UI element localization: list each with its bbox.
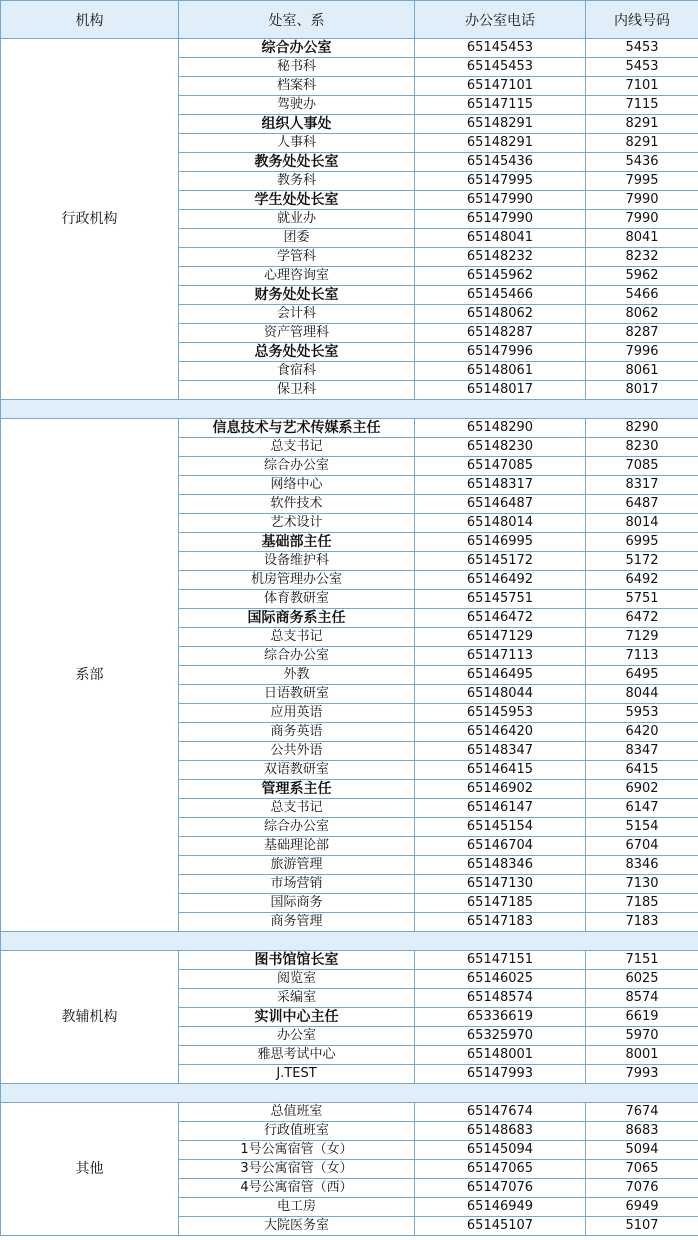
phone-cell: 65147990: [415, 191, 586, 210]
phone-cell: 65146704: [415, 837, 586, 856]
dept-cell: 基础部主任: [179, 533, 415, 552]
dept-cell: 国际商务: [179, 894, 415, 913]
table-row: [1, 419, 698, 438]
phone-cell: 65147101: [415, 77, 586, 96]
phone-cell: 65146495: [415, 666, 586, 685]
phone-cell: 65147674: [415, 1103, 586, 1122]
phone-cell: 65148041: [415, 229, 586, 248]
dept-cell: 行政值班室: [179, 1122, 415, 1141]
dept-cell: 日语教研室: [179, 685, 415, 704]
ext-cell: 5970: [586, 1027, 698, 1046]
phone-cell: 65148347: [415, 742, 586, 761]
dept-cell: 总值班室: [179, 1103, 415, 1122]
phone-cell: 65148017: [415, 381, 586, 400]
dept-cell: 艺术设计: [179, 514, 415, 533]
ext-cell: 8232: [586, 248, 698, 267]
phone-cell: 65148062: [415, 305, 586, 324]
phone-cell: 65325970: [415, 1027, 586, 1046]
ext-cell: 6902: [586, 780, 698, 799]
ext-cell: 5962: [586, 267, 698, 286]
phone-cell: 65146420: [415, 723, 586, 742]
ext-cell: 5172: [586, 552, 698, 571]
dept-cell: 1号公寓宿管（女）: [179, 1141, 415, 1160]
dept-cell: 食宿科: [179, 362, 415, 381]
org-cell: 其他: [1, 1103, 179, 1236]
header-dept: 处室、系: [179, 1, 415, 39]
dept-cell: 市场营销: [179, 875, 415, 894]
ext-cell: 7085: [586, 457, 698, 476]
group-separator-cell: [1, 1084, 698, 1103]
phone-cell: 65148574: [415, 989, 586, 1008]
ext-cell: 8061: [586, 362, 698, 381]
dept-cell: 旅游管理: [179, 856, 415, 875]
dept-cell: J.TEST: [179, 1065, 415, 1084]
ext-cell: 7993: [586, 1065, 698, 1084]
dept-cell: 综合办公室: [179, 457, 415, 476]
ext-cell: 5953: [586, 704, 698, 723]
table-header: [1, 1, 698, 39]
dept-cell: 公共外语: [179, 742, 415, 761]
phone-cell: 65148346: [415, 856, 586, 875]
dept-cell: 资产管理科: [179, 324, 415, 343]
phone-cell: 65148001: [415, 1046, 586, 1065]
phone-cell: 65145751: [415, 590, 586, 609]
dept-cell: 大院医务室: [179, 1217, 415, 1236]
phone-cell: 65148232: [415, 248, 586, 267]
ext-cell: 6492: [586, 571, 698, 590]
ext-cell: 7996: [586, 343, 698, 362]
phone-cell: 65145107: [415, 1217, 586, 1236]
ext-cell: 8230: [586, 438, 698, 457]
ext-cell: 6619: [586, 1008, 698, 1027]
dept-cell: 电工房: [179, 1198, 415, 1217]
dept-cell: 4号公寓宿管（西）: [179, 1179, 415, 1198]
ext-cell: 5094: [586, 1141, 698, 1160]
dept-cell: 管理系主任: [179, 780, 415, 799]
dept-cell: 总务处处长室: [179, 343, 415, 362]
dept-cell: 基础理论部: [179, 837, 415, 856]
ext-cell: 8347: [586, 742, 698, 761]
dept-cell: 商务英语: [179, 723, 415, 742]
ext-cell: 7990: [586, 210, 698, 229]
ext-cell: 7995: [586, 172, 698, 191]
dept-cell: 心理咨询室: [179, 267, 415, 286]
dept-cell: 网络中心: [179, 476, 415, 495]
dept-cell: 综合办公室: [179, 647, 415, 666]
dept-cell: 3号公寓宿管（女）: [179, 1160, 415, 1179]
ext-cell: 5154: [586, 818, 698, 837]
phone-cell: 65148044: [415, 685, 586, 704]
ext-cell: 7113: [586, 647, 698, 666]
header-org: 机构: [1, 1, 179, 39]
phone-cell: 65146995: [415, 533, 586, 552]
ext-cell: 5107: [586, 1217, 698, 1236]
phone-cell: 65148061: [415, 362, 586, 381]
ext-cell: 6704: [586, 837, 698, 856]
phone-cell: 65145962: [415, 267, 586, 286]
ext-cell: 7076: [586, 1179, 698, 1198]
ext-cell: 5466: [586, 286, 698, 305]
ext-cell: 6025: [586, 970, 698, 989]
ext-cell: 6995: [586, 533, 698, 552]
dept-cell: 应用英语: [179, 704, 415, 723]
dept-cell: 组织人事处: [179, 115, 415, 134]
phone-cell: 65148230: [415, 438, 586, 457]
dept-cell: 驾驶办: [179, 96, 415, 115]
phone-cell: 65147129: [415, 628, 586, 647]
phone-cell: 65148683: [415, 1122, 586, 1141]
ext-cell: 8017: [586, 381, 698, 400]
dept-cell: 财务处处长室: [179, 286, 415, 305]
phone-cell: 65147183: [415, 913, 586, 932]
dept-cell: 教务处处长室: [179, 153, 415, 172]
phone-cell: 65145094: [415, 1141, 586, 1160]
phone-cell: 65146025: [415, 970, 586, 989]
dept-cell: 学生处处长室: [179, 191, 415, 210]
ext-cell: 8062: [586, 305, 698, 324]
phone-cell: 65146492: [415, 571, 586, 590]
phone-cell: 65145466: [415, 286, 586, 305]
dept-cell: 教务科: [179, 172, 415, 191]
dept-cell: 实训中心主任: [179, 1008, 415, 1027]
ext-cell: 8291: [586, 134, 698, 153]
dept-cell: 保卫科: [179, 381, 415, 400]
dept-cell: 就业办: [179, 210, 415, 229]
phone-cell: 65146902: [415, 780, 586, 799]
phone-cell: 65145453: [415, 39, 586, 58]
org-cell: 教辅机构: [1, 951, 179, 1084]
dept-cell: 阅览室: [179, 970, 415, 989]
ext-cell: 8683: [586, 1122, 698, 1141]
phone-cell: 65146949: [415, 1198, 586, 1217]
dept-cell: 档案科: [179, 77, 415, 96]
dept-cell: 总支书记: [179, 799, 415, 818]
ext-cell: 6495: [586, 666, 698, 685]
ext-cell: 6420: [586, 723, 698, 742]
ext-cell: 5453: [586, 58, 698, 77]
dept-cell: 办公室: [179, 1027, 415, 1046]
phone-cell: 65145172: [415, 552, 586, 571]
ext-cell: 7130: [586, 875, 698, 894]
ext-cell: 7065: [586, 1160, 698, 1179]
dept-cell: 国际商务系主任: [179, 609, 415, 628]
phone-cell: 65148291: [415, 134, 586, 153]
ext-cell: 7183: [586, 913, 698, 932]
ext-cell: 8014: [586, 514, 698, 533]
dept-cell: 图书馆馆长室: [179, 951, 415, 970]
phone-cell: 65147115: [415, 96, 586, 115]
ext-cell: 6487: [586, 495, 698, 514]
phone-cell: 65145953: [415, 704, 586, 723]
dept-cell: 双语教研室: [179, 761, 415, 780]
phone-cell: 65145453: [415, 58, 586, 77]
ext-cell: 7185: [586, 894, 698, 913]
phone-cell: 65147085: [415, 457, 586, 476]
dept-cell: 团委: [179, 229, 415, 248]
dept-cell: 总支书记: [179, 628, 415, 647]
phone-cell: 65147993: [415, 1065, 586, 1084]
phone-cell: 65147076: [415, 1179, 586, 1198]
phone-cell: 65336619: [415, 1008, 586, 1027]
dept-cell: 人事科: [179, 134, 415, 153]
dept-cell: 秘书科: [179, 58, 415, 77]
phone-cell: 65148290: [415, 419, 586, 438]
org-cell: 系部: [1, 419, 179, 932]
group-separator-row: [1, 400, 698, 419]
dept-cell: 商务管理: [179, 913, 415, 932]
phone-cell: 65148287: [415, 324, 586, 343]
phone-cell: 65147996: [415, 343, 586, 362]
dept-cell: 学管科: [179, 248, 415, 267]
table-row: [1, 1103, 698, 1122]
dept-cell: 雅思考试中心: [179, 1046, 415, 1065]
phone-cell: 65147113: [415, 647, 586, 666]
ext-cell: 5436: [586, 153, 698, 172]
ext-cell: 6415: [586, 761, 698, 780]
phone-cell: 65147995: [415, 172, 586, 191]
ext-cell: 7115: [586, 96, 698, 115]
ext-cell: 8346: [586, 856, 698, 875]
phone-cell: 65146487: [415, 495, 586, 514]
phone-cell: 65146147: [415, 799, 586, 818]
phone-cell: 65145154: [415, 818, 586, 837]
ext-cell: 7674: [586, 1103, 698, 1122]
table-row: [1, 39, 698, 58]
phone-cell: 65148317: [415, 476, 586, 495]
phone-cell: 65147151: [415, 951, 586, 970]
phone-cell: 65147990: [415, 210, 586, 229]
group-separator-row: [1, 1084, 698, 1103]
group-separator-row: [1, 932, 698, 951]
dept-cell: 总支书记: [179, 438, 415, 457]
group-separator-cell: [1, 400, 698, 419]
dept-cell: 设备维护科: [179, 552, 415, 571]
ext-cell: 8041: [586, 229, 698, 248]
header-phone: 办公室电话: [415, 1, 586, 39]
ext-cell: 8574: [586, 989, 698, 1008]
dept-cell: 外教: [179, 666, 415, 685]
phone-cell: 65147130: [415, 875, 586, 894]
phone-cell: 65148291: [415, 115, 586, 134]
dept-cell: 综合办公室: [179, 39, 415, 58]
dept-cell: 软件技术: [179, 495, 415, 514]
ext-cell: 8317: [586, 476, 698, 495]
ext-cell: 7151: [586, 951, 698, 970]
dept-cell: 体育教研室: [179, 590, 415, 609]
ext-cell: 7101: [586, 77, 698, 96]
ext-cell: 8291: [586, 115, 698, 134]
org-cell: 行政机构: [1, 39, 179, 400]
phone-cell: 65146415: [415, 761, 586, 780]
group-separator-cell: [1, 932, 698, 951]
ext-cell: 8044: [586, 685, 698, 704]
header-row: [1, 1, 698, 39]
table-row: [1, 951, 698, 970]
ext-cell: 6949: [586, 1198, 698, 1217]
ext-cell: 8290: [586, 419, 698, 438]
ext-cell: 5453: [586, 39, 698, 58]
ext-cell: 5751: [586, 590, 698, 609]
ext-cell: 8287: [586, 324, 698, 343]
phone-cell: 65145436: [415, 153, 586, 172]
dept-cell: 机房管理办公室: [179, 571, 415, 590]
table-body: [1, 39, 698, 1236]
phone-cell: 65147185: [415, 894, 586, 913]
header-ext: 内线号码: [586, 1, 698, 39]
ext-cell: 7129: [586, 628, 698, 647]
dept-cell: 采编室: [179, 989, 415, 1008]
dept-cell: 综合办公室: [179, 818, 415, 837]
ext-cell: 6472: [586, 609, 698, 628]
phone-cell: 65146472: [415, 609, 586, 628]
dept-cell: 信息技术与艺术传媒系主任: [179, 419, 415, 438]
phone-cell: 65148014: [415, 514, 586, 533]
phone-cell: 65147065: [415, 1160, 586, 1179]
dept-cell: 会计科: [179, 305, 415, 324]
ext-cell: 8001: [586, 1046, 698, 1065]
ext-cell: 7990: [586, 191, 698, 210]
ext-cell: 6147: [586, 799, 698, 818]
